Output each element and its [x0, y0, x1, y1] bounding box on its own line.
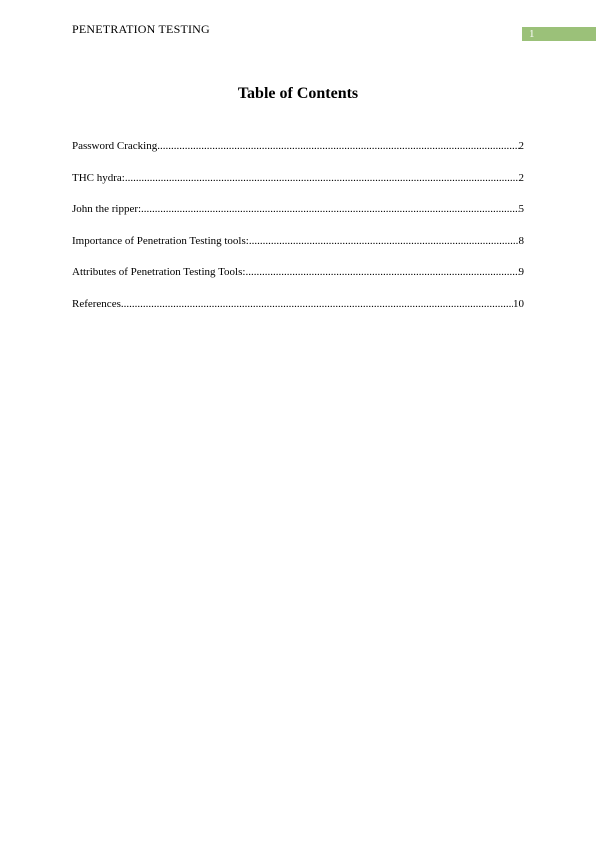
toc-entry-password-cracking[interactable]	[72, 138, 524, 154]
toc-dot-leader	[125, 170, 519, 186]
toc-entry-label: Attributes of Penetration Testing Tools:	[72, 266, 246, 279]
toc-dot-leader	[249, 233, 519, 249]
toc-entry-page: 2	[518, 171, 524, 184]
toc-entry-label: John the ripper:	[72, 203, 142, 216]
toc-entry-label: THC hydra:	[72, 171, 125, 184]
toc-list	[72, 138, 524, 328]
toc-entry-attributes-of-tools[interactable]	[72, 264, 524, 280]
toc-dot-leader	[121, 296, 513, 312]
toc-entry-page: 2	[518, 140, 524, 152]
toc-entry-page: 9	[518, 266, 524, 279]
toc-entry-label: Password Cracking	[72, 140, 158, 152]
toc-entry-page: 5	[518, 203, 524, 216]
toc-entry-thc-hydra[interactable]	[72, 170, 524, 186]
toc-heading: Table of Contents	[237, 85, 359, 102]
toc-dot-leader	[157, 138, 518, 154]
toc-dot-leader	[245, 264, 518, 280]
toc-entry-label: References	[72, 297, 121, 310]
toc-entry-importance-of-tools[interactable]	[72, 233, 524, 249]
toc-entry-john-the-ripper[interactable]	[72, 201, 524, 217]
toc-dot-leader	[141, 201, 518, 217]
toc-entry-label: Importance of Penetration Testing tools:	[72, 234, 249, 247]
toc-entry-page: 10	[513, 297, 524, 310]
running-header: PENETRATION TESTING	[72, 22, 210, 36]
toc-entry-page: 8	[518, 234, 524, 247]
toc-entry-references[interactable]	[72, 296, 524, 312]
page-number-badge	[522, 27, 596, 41]
page-number: 1	[529, 28, 535, 40]
